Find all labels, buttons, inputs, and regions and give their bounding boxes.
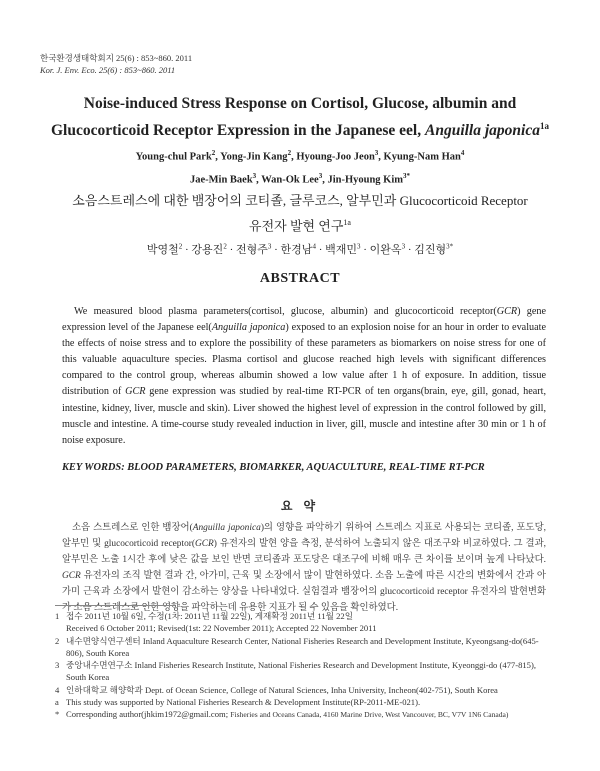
journal-citation-korean: 한국환경생태학회지 25(6) : 853~860. 2011 (40, 53, 193, 63)
author-affiliation-mark: 3 (357, 242, 361, 251)
korean-title-line-1: 소음스트레스에 대한 뱀장어의 코티졸, 글루코스, 알부민과 Glucocorticoid Receptor (72, 193, 528, 208)
author-name: Yong-Jin Kang (220, 151, 288, 163)
abstract-species: Anguilla japonica (211, 322, 286, 334)
title-line-2 (30, 115, 570, 142)
abstract-part: We measured blood plasma parameters(cortisol, glucose, albumin) and glucocorticoid receptor( (74, 306, 497, 317)
footnote-mark: 4 (55, 684, 60, 695)
author-name: 강용진 (191, 244, 224, 256)
abstract-part: gene expression was studied by real-time RT-PCR of ten organs(brain, eye, gill, gonad, heart, intestine, kidney, liver, muscle and skin). Liver showed the highest level of expression in the control followed by gill, muscle and intestine. A time-course study revealed induction in liver, gill, muscle and intestine after 30 min or 1 h of noise exposure. (62, 386, 547, 446)
author-affiliation-mark: 4 (312, 242, 316, 251)
corresponding-text (66, 708, 550, 721)
corresponding-author (55, 708, 550, 721)
footnote-mark: 2 (55, 635, 60, 646)
footnote-mark: * (55, 709, 60, 720)
korean-abstract-part: 소음 스트레스로 인한 뱀장어( (72, 523, 193, 533)
author-name: 전형주 (235, 244, 268, 256)
abstract-gcr: GCR (125, 386, 146, 398)
author-name: Hyoung-Joo Jeon (296, 151, 375, 163)
author-affiliation-mark: 3* (403, 171, 411, 180)
title-sup: 1a (539, 121, 549, 131)
author-line-2: Jae-Min Baek$^3$, Wan-Ok Lee$^3$, Jin-Hyoung Kim$^{3*}$ (189, 171, 411, 185)
author-name: 박영철 (146, 244, 179, 256)
author-name: Jin-Hyoung Kim (327, 174, 404, 185)
author-name: Young-chul Park (135, 151, 212, 163)
korean-abstract-part: 유전자의 조직 발현 결과 간, 아가미, 근육 및 소장에서 많이 발현하였다. 소음 노출에 따른 시간의 변화에서 간과 아가미 근육과 소장에서 발현이 감소하는 양상을 나타내었다. 실험결과 뱀장어의 glucocorticoid receptor 유전자의 발현변화가 소음 스트레스로 인한 영향을 파악하는데 유용한 지표가 될 수 있음을 확인하였다. (62, 571, 546, 613)
korean-abstract-gcr: GCR (195, 539, 214, 549)
author-list (40, 144, 560, 189)
author-name: 한경남 (280, 244, 313, 256)
author-affiliation-mark: 4 (460, 149, 465, 157)
footnote-mark: a (55, 697, 59, 708)
journal-citation-english: Kor. J. Env. Eco. 25(6) : 853~860. 2011 (40, 65, 176, 75)
journal-header (40, 52, 192, 76)
korean-title-line-2-text: 유전자 발현 연구 (249, 218, 344, 234)
author-name: Jae-Min Baek (189, 174, 253, 185)
footnote-text: 내수면양식연구센터 Inland Aquaculture Research Center, National Fisheries Research and Development Institute, Kyeongsang-do(645-806), South Korea (66, 635, 539, 658)
footnote-item (55, 696, 550, 708)
author-line-1: Young-chul Park$^2$, Yong-Jin Kang$^2$, Hyoung-Joo Jeon$^3$, Kyung-Nam Han$^4$ (135, 149, 465, 163)
author-name: 이완옥 (369, 244, 402, 256)
footnote-item (55, 659, 550, 684)
footnote-item (55, 610, 550, 622)
korean-title-line-2 (30, 212, 570, 237)
footnote-text: 접수 2011년 10월 6일, 수정(1차: 2011년 11월 22일), 게재확정 2011년 11월 22일 (66, 611, 353, 621)
korean-abstract-part: ) 유전자의 발현 양을 측정, 분석하여 노출되지 않은 대조구와 비교하였다. 그 결과, 알부민은 노출 1시간 후에 낮은 값을 보인 반면 코티졸과 포도당은 대조구에 비해 매우 큰 차이를 보이며 높게 나타났다. (62, 539, 546, 565)
author-affiliation-mark: 3 (318, 171, 323, 180)
corresponding-email: Corresponding author(jhkim1972@gmail.com; (66, 709, 229, 720)
author-affiliation-mark: 2 (287, 149, 292, 157)
footnote-mark: 3 (55, 660, 60, 671)
author-name: 김진형 (414, 244, 447, 256)
abstract-heading: ABSTRACT (259, 271, 341, 286)
author-name: Wan-Ok Lee (261, 174, 319, 185)
author-affiliation-mark: 3 (401, 242, 406, 251)
korean-title (30, 190, 570, 237)
footnote-text: 인하대학교 해양학과 Dept. of Ocean Science, College of Natural Sciences, Inha University, Incheon(402-751), South Korea (66, 684, 498, 695)
korean-author-list: 박영철$^2$ · 강용진$^2$ · 전형주$^3$ · 한경남$^4$ · 백재민$^3$ · 이완옥$^3$ · 김진형$^{3*}$ (146, 242, 454, 256)
footnotes (55, 610, 550, 722)
title-line-2-text: Glucocorticoid Receptor Expression in the Japanese eel, (51, 122, 425, 140)
paper-title (30, 92, 570, 142)
author-affiliation-mark: 3 (267, 242, 272, 251)
footnote-mark: 1 (55, 611, 60, 621)
korean-title-sup: 1a (343, 218, 351, 227)
abstract-part: ) exposed to an explosion noise for an hour in order to evaluate the effects of noise stress and to explore the possibility of these parameters as biomarkers on noise stress for one of this valuable aquaculture species. Plasma cortisol and glucose reached high levels with significant differences compared to the control group, whereas albumin showed a low value after 1 h of exposure. In addition, tissue distribution of (62, 322, 546, 398)
abstract-part: ) gene expression level of the Japanese eel( (62, 306, 546, 334)
footnote-mark (55, 622, 66, 634)
footnote-text: Received 6 October 2011; Revised(1st: 22 November 2011); Accepted 22 November 2011 (66, 623, 377, 634)
korean-abstract-heading: 요 약 (280, 499, 320, 513)
abstract-gcr: GCR (496, 306, 518, 317)
korean-abstract-part: )의 영향을 파악하기 위하여 스트레스 지표로 사용되는 코티졸, 포도당, 알부민 및 glucocorticoid receptor( (62, 523, 546, 549)
author-affiliation-mark: 3 (374, 149, 379, 157)
author-affiliation-mark: 3* (446, 242, 454, 251)
author-affiliation-mark: 3 (252, 171, 257, 180)
author-name: Kyung-Nam Han (383, 151, 461, 163)
footnote-divider (55, 605, 175, 606)
footnote-item (55, 684, 550, 696)
footnote-text: 중앙내수면연구소 Inland Fisheries Research Institute, National Fisheries Research and Development Institute, Kyeonggi-do (477-815), South Korea (66, 660, 536, 683)
korean-abstract-species: Anguilla japonica (192, 523, 261, 533)
keywords: KEY WORDS: BLOOD PARAMETERS, BIOMARKER, AQUACULTURE, REAL-TIME RT-PCR (62, 462, 485, 473)
footnote-item (55, 622, 550, 634)
title-line-1: Noise-induced Stress Response on Cortisol, Glucose, albumin and (83, 95, 517, 112)
title-species: Anguilla japonica (424, 122, 540, 140)
korean-abstract-text (62, 520, 546, 616)
author-affiliation-mark: 2 (178, 242, 183, 251)
footnote-item (55, 635, 550, 660)
abstract-text (62, 304, 546, 449)
corresponding-address: Fisheries and Oceans Canada, 4160 Marine Drive, West Vancouver, BC, V7V 1N6 Canada) (230, 710, 509, 720)
korean-abstract-gcr: GCR (62, 571, 81, 581)
author-name: 백재민 (325, 244, 357, 256)
author-affiliation-mark: 2 (223, 242, 227, 251)
author-affiliation-mark: 2 (211, 149, 216, 157)
footnote-text: This study was supported by National Fisheries Research & Development Institute(RP-2011-ME-021). (66, 697, 421, 708)
